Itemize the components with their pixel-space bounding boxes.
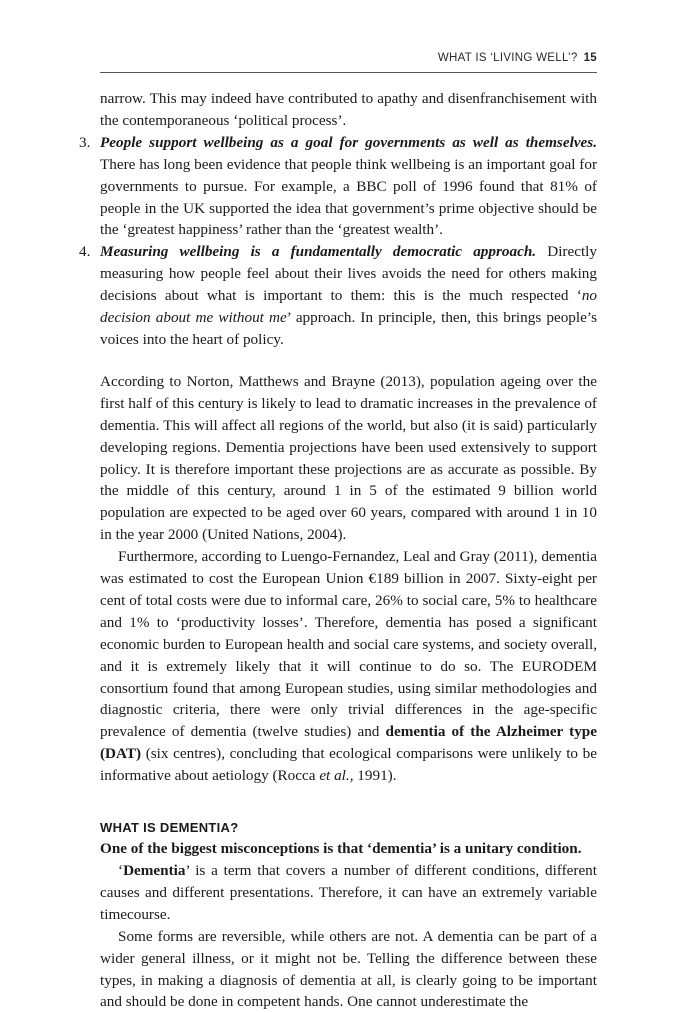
- list-item-text: Directly measuring how people feel about their lives avoids the need for others making decisions about what is important to them: this is the much respected ‘: [100, 243, 597, 305]
- paragraph-costs: Furthermore, according to Luengo-Fernandez, Leal and Gray (2011), dementia was estimated to cost the European Union €189 billion in 2007. Sixty-eight per cent of total costs were due to informal care, 26% to social care, 5% to healthcare and 1% to ‘productivity losses’. Therefore, dementia has posed a significant economic burden to European health and social care systems, and society overall, and it is extremely likely that it will continue to do so. The EURODEM consortium found that among European studies, using similar methodologies and diagnostic criteria, there were only trivial differences in the age-specific prevalence of dementia (twelve studies) and dementia of the Alzheimer type (DAT) (six centres), concluding that ecological comparisons were unlikely to be informative about aetiology (Rocca et al., 1991).: [100, 548, 597, 785]
- page-number: 15: [583, 52, 597, 64]
- section-heading: WHAT IS DEMENTIA?: [100, 820, 239, 836]
- list-item-3: [79, 132, 597, 242]
- list-item-text: There has long been evidence that people think wellbeing is an important goal for governments to pursue. For example, a BBC poll of 1996 found that 81% of people in the UK supported the idea that government’s prime objective should be the ‘greatest happiness’ rather than the ‘greatest wealth’.: [100, 155, 597, 239]
- paragraph-dementia-term: ‘Dementia’ is a term that covers a number of different conditions, different causes and different presentations. Therefore, it can have an extremely variable timecourse.: [100, 862, 597, 923]
- list-item-text-after: ’ approach. In principle, then, this brings people’s voices into the heart of policy.: [100, 309, 597, 348]
- list-item-italic: no decision about me without me: [100, 287, 597, 327]
- running-head: [100, 52, 597, 64]
- paragraph-reversible: Some forms are reversible, while others are not. A dementia can be part of a wider general illness, or it might not be. Telling the difference between these types, in making a diagnosis of dementia at all, is clearly going to be important and should be done in competent hands. One cannot underestimate the: [100, 927, 597, 1011]
- bold-term-dat: dementia of the Alzheimer type (DAT): [100, 723, 597, 763]
- running-title: WHAT IS ‘LIVING WELL’?: [437, 52, 578, 64]
- paragraph-misconception: One of the biggest misconceptions is that ‘dementia’ is a unitary condition.: [100, 840, 582, 858]
- list-item-lead: People support wellbeing as a goal for governments as well as themselves.: [100, 133, 597, 151]
- paragraph-population-ageing: According to Norton, Matthews and Brayne (2013), population ageing over the first half of this century is likely to lead to dramatic increases in the prevalence of dementia. This will affect all regions of the world, but also (it is said) particularly developing regions. Dementia projections have been used extensively to support policy. It is therefore important these projections are as accurate as possible. By the middle of this century, around 1 in 5 of the estimated 9 billion world population are expected to be aged over 60 years, compared with around 1 in 10 in the year 2000 (United Nations, 2004).: [100, 372, 597, 544]
- list-item-4: [79, 241, 597, 351]
- numbered-list: [79, 88, 597, 351]
- list-item-lead: Measuring wellbeing is a fundamentally democratic approach.: [100, 243, 537, 261]
- citation-italic: et al.: [319, 767, 350, 785]
- list-continuation: narrow. This may indeed have contributed to apathy and disenfranchisement with the contemporaneous ‘political process’.: [100, 90, 597, 129]
- header-rule: [100, 72, 597, 73]
- list-item-number: 4.: [79, 243, 91, 261]
- body-text: [79, 88, 597, 1013]
- bold-term-dementia: Dementia: [123, 862, 186, 879]
- list-item-number: 3.: [79, 133, 91, 151]
